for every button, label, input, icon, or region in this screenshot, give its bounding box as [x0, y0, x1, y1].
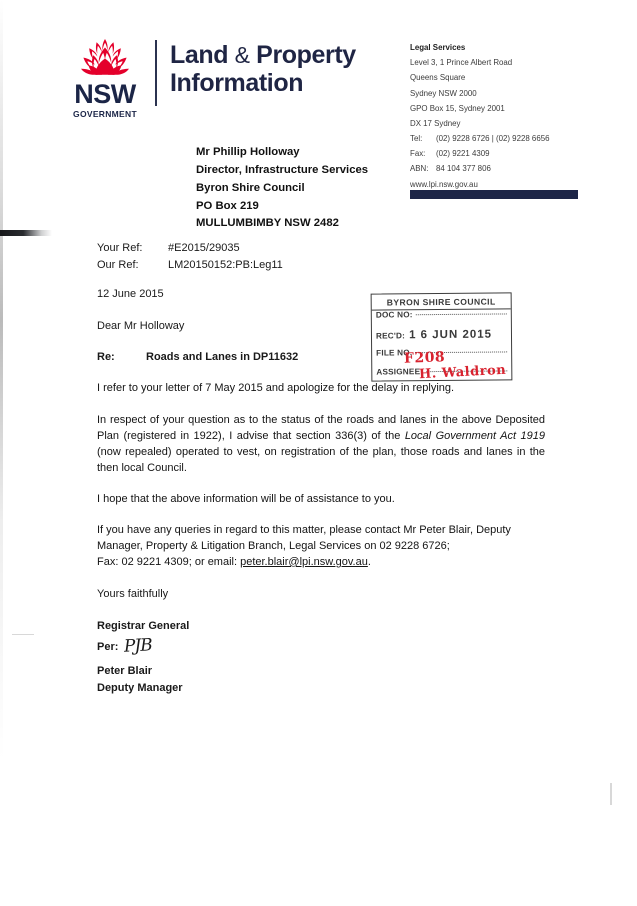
contact-details	[410, 40, 610, 192]
paragraph4-period: .	[367, 555, 371, 568]
subject-label: Re:	[97, 351, 115, 363]
brand-word-land: Land	[170, 41, 229, 69]
contact-address-line: DX 17 Sydney	[410, 118, 461, 128]
stamp-file-no-label: FILE NO.	[376, 348, 413, 358]
signatory-role: Deputy Manager	[97, 682, 183, 695]
contact-address-line: Level 3, 1 Prince Albert Road	[410, 58, 513, 68]
letter-date: 12 June 2015	[97, 288, 164, 300]
body-paragraph-2	[97, 413, 545, 477]
contact-heading: Legal Services	[410, 43, 466, 52]
signatory-name: Peter Blair	[97, 665, 153, 677]
paragraph2-part-b: (now repealed) operated to vest, on registration of the plan, those roads and lanes in the then local Council.	[97, 445, 545, 474]
addressee-organisation: Byron Shire Council	[196, 181, 305, 194]
paragraph2-part-a: In respect of your question as to the status of the roads and lanes in the above Deposited Plan (registered in 1922), I advise that section 336(3) of the	[97, 414, 545, 442]
stamp-assignee-label: ASSIGNEE:	[376, 367, 424, 377]
stamp-doc-no-dots	[416, 313, 507, 315]
brand-title	[170, 38, 356, 97]
stamp-council-name: BYRON SHIRE COUNCIL	[372, 293, 511, 310]
contact-address-line: Sydney NSW 2000	[410, 88, 477, 98]
our-ref-row	[97, 257, 283, 274]
stamp-doc-no-row	[372, 309, 511, 329]
scan-edge-artifact	[0, 0, 3, 906]
paragraph4-part-a: If you have any queries in regard to this matter, please contact Mr Peter Blair, Deputy Manager, Property & Litigation Branch, Legal Services on 02 9228 6726;	[97, 524, 511, 552]
brand-word-property: Property	[256, 41, 356, 69]
act-citation: Local Government Act 1919	[404, 429, 545, 442]
our-ref-value: LM20150152:PB:Leg11	[168, 259, 283, 272]
handwritten-assignee: H. Waldron	[418, 362, 507, 383]
subject-line	[97, 351, 298, 363]
salutation: Dear Mr Holloway	[97, 320, 185, 332]
telephone-label: Tel:	[410, 134, 423, 144]
contact-fax	[410, 146, 610, 161]
your-ref-label: Your Ref:	[97, 242, 143, 254]
scan-smudge-artifact	[0, 230, 52, 236]
your-ref-row	[97, 240, 283, 257]
signature-title-block	[97, 618, 189, 660]
abn-label: ABN:	[410, 164, 429, 174]
addressee-postal: PO Box 219	[196, 199, 259, 212]
contact-abn	[410, 161, 610, 176]
stamp-recd-label: REC'D:	[375, 331, 406, 341]
fax-value: (02) 9221 4309	[436, 149, 490, 159]
stamp-recd-row	[372, 328, 511, 348]
addressee-name: Mr Phillip Holloway	[196, 146, 300, 158]
handwritten-file-number: F208	[403, 349, 446, 367]
contact-address-line: GPO Box 15, Sydney 2001	[410, 103, 505, 113]
waratah-flower-icon	[69, 38, 141, 80]
registrar-general-title: Registrar General	[97, 620, 190, 632]
logo-divider	[155, 40, 157, 106]
body-paragraph-4	[97, 523, 545, 571]
subject-text: Roads and Lanes in DP11632	[146, 351, 299, 363]
government-wordmark: GOVERNMENT	[73, 109, 137, 119]
addressee-block	[196, 144, 368, 233]
stamp-recd-date: 1 6 JUN 2015	[409, 328, 493, 342]
nsw-lpi-logo	[68, 38, 356, 119]
per-label: Per:	[97, 641, 119, 653]
reference-block	[97, 240, 283, 274]
your-ref-value: #E2015/29035	[168, 242, 240, 254]
our-ref-label: Our Ref:	[97, 259, 139, 272]
nsw-wordmark: NSW	[74, 79, 136, 109]
body-paragraph-3: I hope that the above information will be of assistance to you.	[97, 493, 395, 505]
email-link[interactable]: peter.blair@lpi.nsw.gov.au	[240, 555, 368, 568]
nsw-government-mark	[68, 38, 142, 119]
abn-value: 84 104 377 806	[436, 164, 491, 174]
body-paragraph-1: I refer to your letter of 7 May 2015 and apologize for the delay in replying.	[97, 382, 455, 394]
scan-speck-artifact	[610, 783, 612, 805]
letterhead-accent-bar	[410, 190, 578, 199]
brand-word-information: Information	[170, 69, 304, 97]
fax-label: Fax:	[410, 149, 426, 159]
addressee-suburb: MULLUMBIMBY NSW 2482	[196, 217, 339, 230]
addressee-title: Director, Infrastructure Services	[196, 163, 369, 176]
contact-telephone	[410, 131, 610, 146]
per-signature-row	[97, 635, 189, 661]
signatory-block	[97, 663, 183, 697]
contact-address-line: Queens Square	[410, 73, 466, 83]
stamp-doc-no-label: DOC NO:	[375, 310, 413, 320]
telephone-value: (02) 9228 6726 | (02) 9228 6656	[436, 134, 550, 144]
handwritten-initials: PJB	[123, 634, 153, 657]
scan-speck-artifact	[12, 634, 34, 635]
closing-salutation: Yours faithfully	[97, 588, 169, 600]
paragraph4-fax: Fax: 02 9221 4309; or email:	[97, 555, 241, 568]
contact-website: www.lpi.nsw.gov.au	[410, 179, 478, 189]
brand-ampersand: &	[234, 42, 250, 68]
